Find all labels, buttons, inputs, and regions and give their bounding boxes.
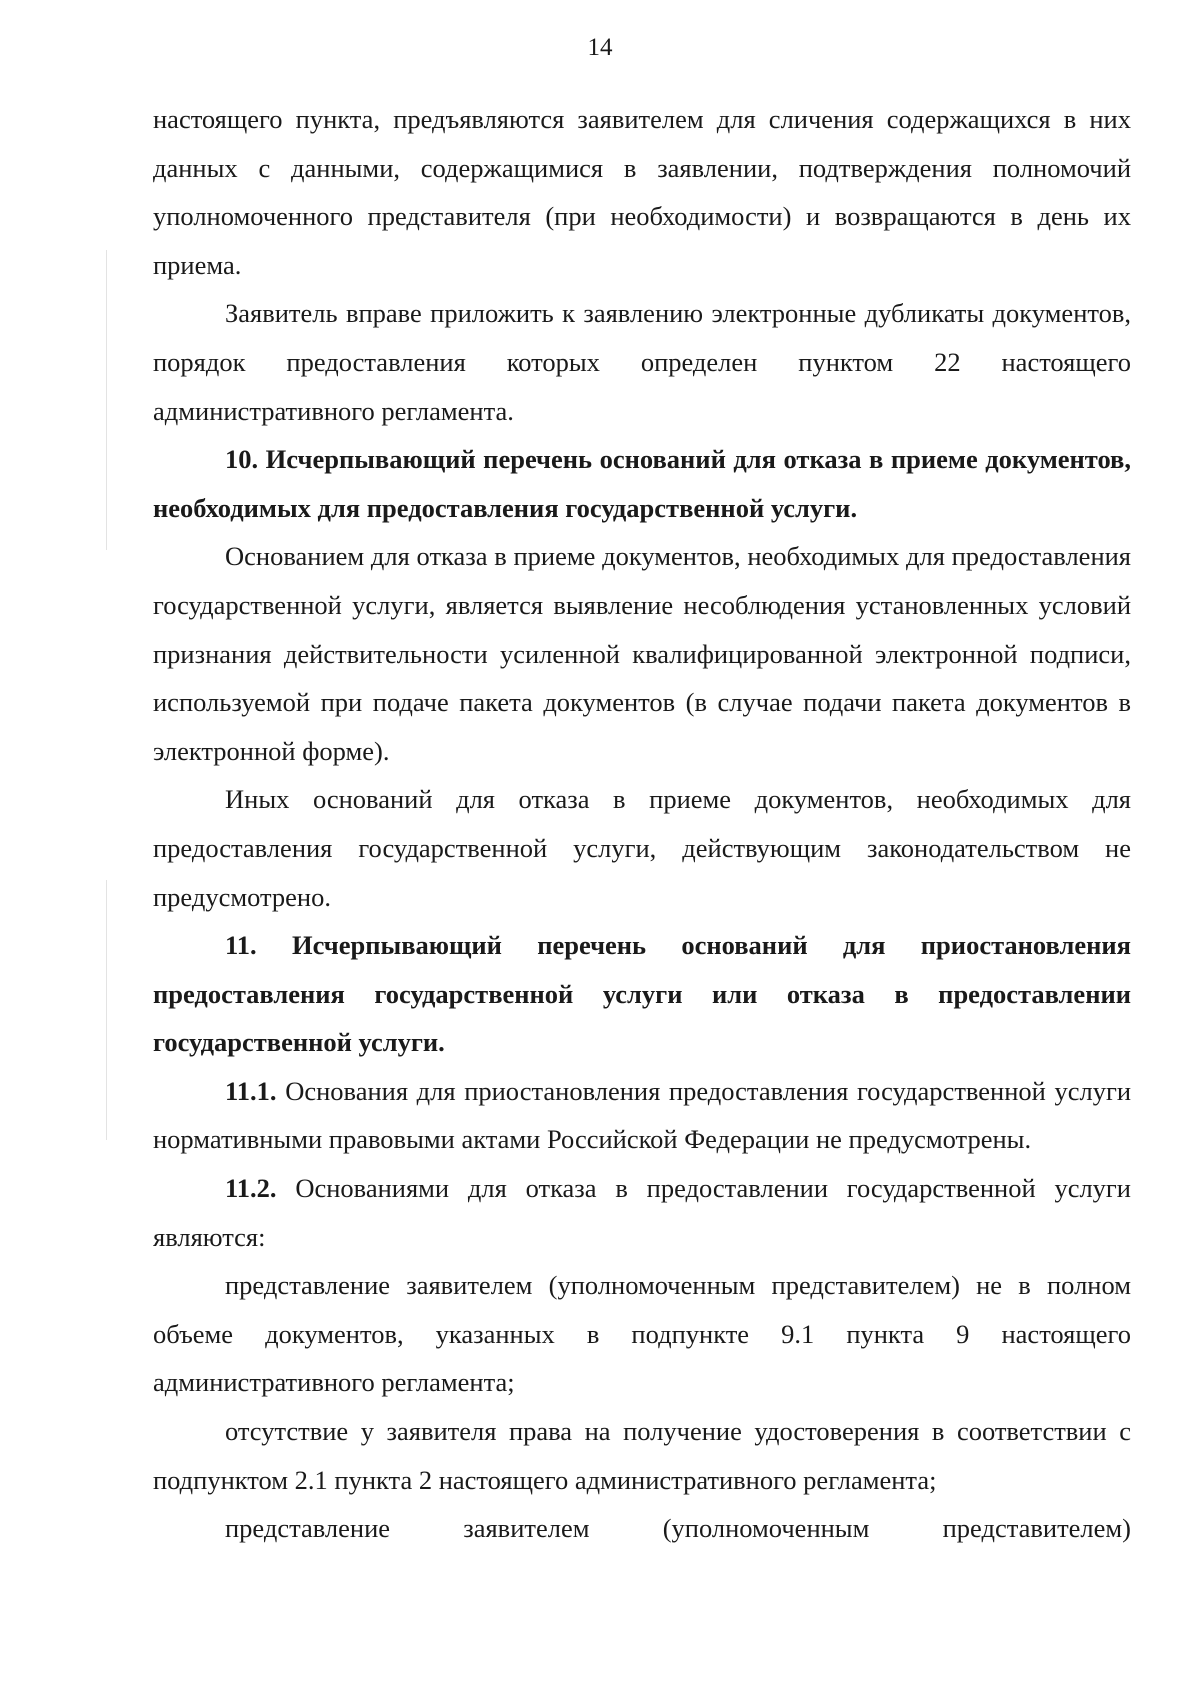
- clause-11-1: [153, 1067, 1131, 1164]
- paragraph-continuation: настоящего пункта, предъявляются заявителем для сличения содержащихся в них данных с данными, содержащимися в заявлении, подтверждения полномочий уполномоченного представителя (при необходимости) и возвращаются в день их приема.: [153, 104, 1131, 280]
- scan-artifact-line: [106, 880, 107, 1140]
- list-item-incomplete-documents: представление заявителем (уполномоченным представителем) не в полном объеме документов, указанных в подпункте 9.1 пункта 9 настоящего административного регламента;: [153, 1270, 1131, 1398]
- paragraph-refusal-ground: Основанием для отказа в приеме документов, необходимых для предоставления государственной услуги, является выявление несоблюдения установленных условий признания действительности усиленной квалифицированной электронной подписи, используемой при подаче пакета документов (в случае подачи пакета документов в электронной форме).: [153, 541, 1131, 766]
- paragraph-electronic-duplicates: Заявитель вправе приложить к заявлению электронные дубликаты документов, порядок предоставления которых определен пунктом 22 настоящего административного регламента.: [153, 298, 1131, 426]
- clause-number: 11.2.: [225, 1173, 277, 1204]
- list-item-representation: представление заявителем (уполномоченным представителем): [225, 1513, 1131, 1544]
- paragraph-no-other-grounds: Иных оснований для отказа в приеме документов, необходимых для предоставления государственной услуги, действующим законодательством не предусмотрено.: [153, 784, 1131, 912]
- clause-text: Основания для приостановления предоставления государственной услуги нормативными правовыми актами Российской Федерации не предусмотрены.: [153, 1075, 1131, 1155]
- list-item-no-right: отсутствие у заявителя права на получение удостоверения в соответствии с подпунктом 2.1 пункта 2 настоящего административного регламента;: [153, 1416, 1131, 1495]
- page-number: 14: [587, 34, 613, 61]
- document-body: [153, 95, 1131, 1553]
- scan-artifact-line: [106, 250, 107, 550]
- section-heading-11: 11. Исчерпывающий перечень оснований для приостановления предоставления государственной услуги или отказа в предоставлении государственной услуги.: [153, 930, 1131, 1058]
- section-heading-10: 10. Исчерпывающий перечень оснований для отказа в приеме документов, необходимых для предоставления государственной услуги.: [153, 444, 1131, 523]
- clause-text: Основаниями для отказа в предоставлении государственной услуги являются:: [153, 1173, 1131, 1252]
- clause-number: 11.1.: [225, 1075, 277, 1106]
- clause-11-2: [153, 1164, 1131, 1261]
